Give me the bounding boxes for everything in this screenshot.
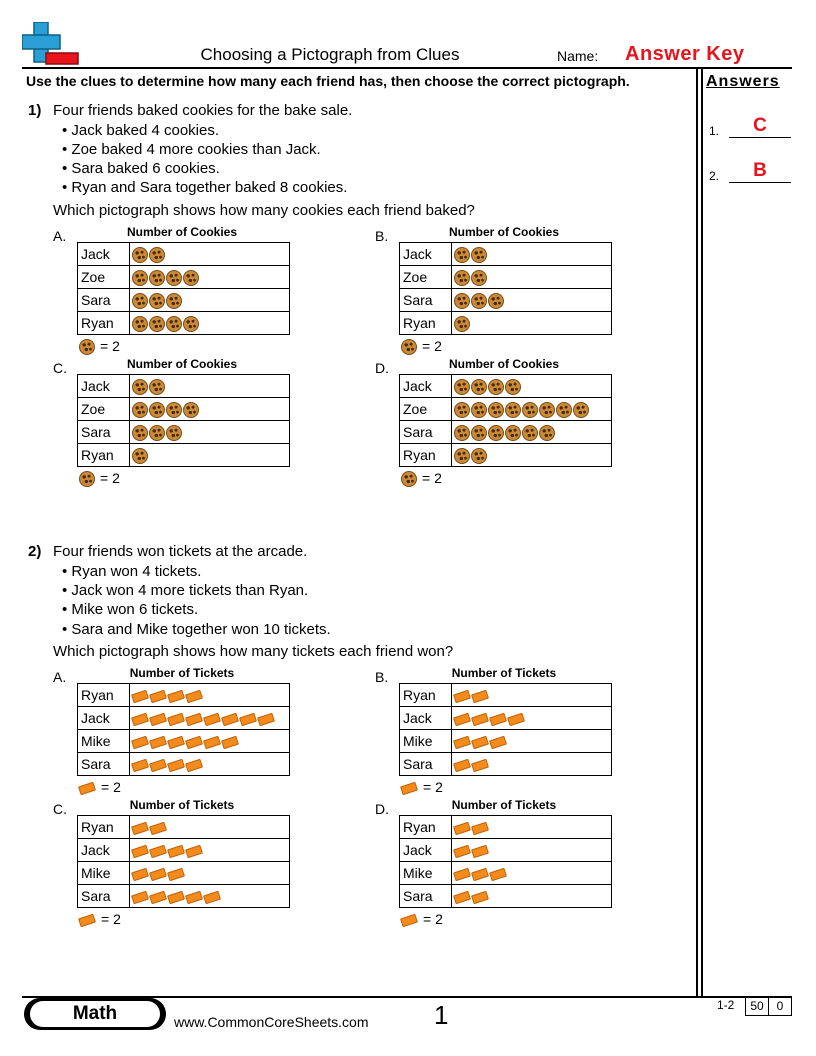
table-row (78, 862, 290, 885)
ticket-icon (149, 868, 167, 882)
icon-cell (452, 707, 612, 730)
cookie-icon (454, 270, 470, 286)
friend-name: Ryan (400, 684, 452, 707)
table-row (400, 243, 612, 266)
friend-name: Mike (78, 730, 130, 753)
friend-name: Sara (400, 885, 452, 908)
ticket-icon (471, 868, 489, 882)
pictograph-title: Number of Tickets (129, 798, 235, 812)
key-value: = 2 (422, 470, 442, 486)
icon-cell (130, 862, 290, 885)
friend-name: Sara (78, 753, 130, 776)
cookie-icon (488, 379, 504, 395)
ticket-icon (257, 713, 275, 727)
table-row (78, 266, 290, 289)
friend-name: Jack (78, 243, 130, 266)
icon-cell (452, 730, 612, 753)
icon-cell (130, 684, 290, 707)
cookie-icon (505, 402, 521, 418)
cookie-icon (166, 270, 182, 286)
icon-cell (130, 816, 290, 839)
cookie-icon (539, 425, 555, 441)
option-letter[interactable]: D. (375, 360, 389, 376)
friend-name: Zoe (400, 266, 452, 289)
pictograph-title: Number of Cookies (448, 225, 559, 239)
friend-name: Sara (78, 289, 130, 312)
ticket-icon (453, 845, 471, 859)
icon-cell (130, 753, 290, 776)
table-row (78, 398, 290, 421)
cookie-icon (454, 316, 470, 332)
key-value: = 2 (101, 911, 121, 927)
question-prompt: Which pictograph shows how many tickets each friend won? (53, 643, 454, 660)
key-value: = 2 (100, 338, 120, 354)
cookie-icon (132, 247, 148, 263)
question-intro: Four friends baked cookies for the bake sale. (53, 102, 353, 119)
icon-cell (130, 444, 290, 467)
table-row (400, 312, 612, 335)
table-row (78, 444, 290, 467)
name-label: Name: (557, 48, 599, 64)
cookie-icon (149, 270, 165, 286)
table-row (78, 885, 290, 908)
table-row (400, 289, 612, 312)
table-row (400, 375, 612, 398)
friend-name: Zoe (78, 398, 130, 421)
ticket-icon (471, 845, 489, 859)
cookie-icon (149, 247, 165, 263)
ticket-icon (471, 822, 489, 836)
friend-name: Jack (400, 707, 452, 730)
ticket-icon (489, 868, 507, 882)
ticket-icon (453, 822, 471, 836)
cookie-icon (505, 425, 521, 441)
key-value: = 2 (422, 338, 442, 354)
cookie-icon (454, 247, 470, 263)
ticket-icon (185, 759, 203, 773)
clue: • Ryan won 4 tickets. (62, 563, 202, 580)
answer-field[interactable]: B (729, 160, 791, 183)
icon-cell (452, 885, 612, 908)
icon-cell (452, 444, 612, 467)
table-row (400, 753, 612, 776)
friend-name: Mike (400, 730, 452, 753)
cookie-icon (454, 379, 470, 395)
ticket-icon (471, 736, 489, 750)
icon-cell (452, 862, 612, 885)
ticket-icon (149, 736, 167, 750)
cookie-icon (132, 379, 148, 395)
table-row (78, 684, 290, 707)
clue: • Sara and Mike together won 10 tickets. (62, 621, 331, 638)
ticket-icon (131, 759, 149, 773)
icon-cell (130, 839, 290, 862)
friend-name: Sara (78, 421, 130, 444)
cookie-icon (132, 316, 148, 332)
ticket-icon (400, 914, 418, 928)
cookie-icon (454, 425, 470, 441)
ticket-icon (149, 759, 167, 773)
pictograph-table (399, 374, 612, 467)
ticket-icon (131, 713, 149, 727)
answers-title: Answers (706, 73, 780, 90)
table-row (400, 839, 612, 862)
ticket-icon (167, 713, 185, 727)
pictograph-table (399, 815, 612, 908)
table-row (400, 862, 612, 885)
clue: • Jack won 4 more tickets than Ryan. (62, 582, 309, 599)
ticket-icon (471, 759, 489, 773)
ticket-icon (221, 713, 239, 727)
cookie-icon (488, 425, 504, 441)
clue: • Sara baked 6 cookies. (62, 160, 220, 177)
ticket-icon (471, 891, 489, 905)
table-row (78, 753, 290, 776)
table-row (400, 266, 612, 289)
ticket-icon (453, 736, 471, 750)
page-title: Choosing a Pictograph from Clues (200, 45, 460, 64)
ticket-icon (489, 713, 507, 727)
ticket-icon (167, 690, 185, 704)
icon-cell (452, 816, 612, 839)
cookie-icon (522, 402, 538, 418)
friend-name: Ryan (400, 312, 452, 335)
ticket-icon (131, 822, 149, 836)
question-number: 2) (28, 543, 42, 560)
ticket-icon (203, 891, 221, 905)
table-row (78, 289, 290, 312)
ticket-icon (149, 713, 167, 727)
cookie-icon (132, 425, 148, 441)
option-letter[interactable]: A. (53, 228, 67, 244)
ticket-icon (489, 736, 507, 750)
cookie-icon (132, 293, 148, 309)
answer-key-label: Answer Key (625, 43, 745, 65)
cookie-icon (471, 448, 487, 464)
page-number: 1 (434, 1000, 449, 1030)
friend-name: Ryan (78, 816, 130, 839)
subject-label: Math (30, 1001, 160, 1027)
cookie-icon (539, 402, 555, 418)
table-row (400, 398, 612, 421)
cookie-icon (471, 247, 487, 263)
cookie-icon (401, 471, 417, 487)
icon-cell (452, 753, 612, 776)
friend-name: Jack (400, 243, 452, 266)
cookie-icon (454, 402, 470, 418)
cookie-icon (471, 270, 487, 286)
table-row (400, 730, 612, 753)
cookie-icon (132, 402, 148, 418)
cookie-icon (471, 293, 487, 309)
icon-cell (452, 839, 612, 862)
pictograph-key (79, 779, 121, 795)
table-row (78, 730, 290, 753)
friend-name: Jack (400, 839, 452, 862)
ticket-icon (185, 690, 203, 704)
pictograph-table (77, 815, 290, 908)
ticket-icon (78, 782, 96, 796)
answer-number: 2. (709, 169, 720, 183)
question-intro: Four friends won tickets at the arcade. (53, 543, 308, 560)
icon-cell (452, 398, 612, 421)
cookie-icon (522, 425, 538, 441)
ticket-icon (471, 713, 489, 727)
pictograph-key (79, 338, 120, 355)
instructions: Use the clues to determine how many each friend has, then choose the correct pictograph. (26, 73, 630, 89)
cookie-icon (401, 339, 417, 355)
math-plus-minus-logo (22, 22, 80, 68)
friend-name: Sara (400, 289, 452, 312)
cookie-icon (132, 270, 148, 286)
pictograph-title: Number of Cookies (126, 225, 237, 239)
pictograph-key (401, 779, 443, 795)
cookie-icon (166, 402, 182, 418)
ticket-icon (185, 736, 203, 750)
table-row (400, 885, 612, 908)
ticket-icon (239, 713, 257, 727)
website-link[interactable]: www.CommonCoreSheets.com (174, 1014, 369, 1030)
pictograph-title: Number of Tickets (129, 666, 235, 680)
pictograph-title: Number of Tickets (451, 798, 557, 812)
friend-name: Jack (78, 839, 130, 862)
friend-name: Jack (78, 375, 130, 398)
option-letter[interactable]: B. (375, 228, 389, 244)
question-number: 1) (28, 102, 42, 119)
friend-name: Sara (400, 753, 452, 776)
option-letter[interactable]: B. (375, 669, 389, 685)
pictograph-key (79, 470, 120, 487)
pictograph-key (401, 911, 443, 927)
cookie-icon (149, 316, 165, 332)
icon-cell (130, 266, 290, 289)
ticket-icon (453, 891, 471, 905)
cookie-icon (454, 448, 470, 464)
ticket-icon (131, 690, 149, 704)
pictograph-title: Number of Tickets (451, 666, 557, 680)
friend-name: Jack (78, 707, 130, 730)
cookie-icon (556, 402, 572, 418)
cookie-icon (488, 402, 504, 418)
pictograph-table (77, 242, 290, 335)
table-row (78, 375, 290, 398)
ticket-icon (131, 845, 149, 859)
clue: • Ryan and Sara together baked 8 cookies. (62, 179, 348, 196)
friend-name: Mike (400, 862, 452, 885)
cookie-icon (183, 316, 199, 332)
key-value: = 2 (101, 779, 121, 795)
icon-cell (130, 421, 290, 444)
table-row (78, 839, 290, 862)
option-letter[interactable]: C. (53, 360, 67, 376)
ticket-icon (149, 690, 167, 704)
answer-number: 1. (709, 124, 720, 138)
friend-name: Zoe (400, 398, 452, 421)
icon-cell (130, 398, 290, 421)
table-row (400, 421, 612, 444)
cookie-icon (166, 316, 182, 332)
table-row (78, 421, 290, 444)
icon-cell (452, 421, 612, 444)
key-value: = 2 (423, 779, 443, 795)
clue: • Mike won 6 tickets. (62, 601, 199, 618)
ticket-icon (453, 759, 471, 773)
pictograph-key (401, 470, 442, 487)
pictograph-key (401, 338, 442, 355)
icon-cell (130, 243, 290, 266)
option-letter[interactable]: A. (53, 669, 67, 685)
cookie-icon (149, 293, 165, 309)
ticket-icon (453, 690, 471, 704)
ticket-icon (185, 891, 203, 905)
ticket-icon (131, 868, 149, 882)
ticket-icon (149, 891, 167, 905)
cookie-icon (79, 339, 95, 355)
ticket-icon (149, 845, 167, 859)
cookie-icon (132, 448, 148, 464)
friend-name: Sara (400, 421, 452, 444)
cookie-icon (183, 402, 199, 418)
cookie-icon (149, 402, 165, 418)
pictograph-table (399, 242, 612, 335)
ticket-icon (400, 782, 418, 796)
ticket-icon (167, 759, 185, 773)
ticket-icon (185, 845, 203, 859)
friend-name: Mike (78, 862, 130, 885)
pictograph-title: Number of Cookies (448, 357, 559, 371)
ticket-icon (167, 736, 185, 750)
friend-name: Ryan (400, 444, 452, 467)
friend-name: Zoe (78, 266, 130, 289)
ticket-icon (185, 713, 203, 727)
cookie-icon (488, 293, 504, 309)
clue: • Zoe baked 4 more cookies than Jack. (62, 141, 321, 158)
friend-name: Ryan (78, 684, 130, 707)
table-row (400, 684, 612, 707)
table-row (400, 444, 612, 467)
ticket-icon (167, 845, 185, 859)
icon-cell (452, 243, 612, 266)
pictograph-key (79, 911, 121, 927)
pictograph-title: Number of Cookies (126, 357, 237, 371)
key-value: = 2 (423, 911, 443, 927)
cookie-icon (166, 425, 182, 441)
ticket-icon (167, 891, 185, 905)
table-row (78, 707, 290, 730)
cookie-icon (79, 471, 95, 487)
cookie-icon (166, 293, 182, 309)
key-value: = 2 (100, 470, 120, 486)
ticket-icon (167, 868, 185, 882)
option-letter[interactable]: C. (53, 801, 67, 817)
cookie-icon (454, 293, 470, 309)
friend-name: Jack (400, 375, 452, 398)
icon-cell (130, 885, 290, 908)
ticket-icon (149, 822, 167, 836)
ticket-icon (221, 736, 239, 750)
friend-name: Sara (78, 885, 130, 908)
icon-cell (452, 266, 612, 289)
icon-cell (130, 707, 290, 730)
cookie-icon (471, 379, 487, 395)
ticket-icon (203, 713, 221, 727)
table-row (400, 816, 612, 839)
table-row (78, 312, 290, 335)
icon-cell (130, 730, 290, 753)
ticket-icon (131, 891, 149, 905)
icon-cell (452, 375, 612, 398)
table-row (78, 816, 290, 839)
ticket-icon (453, 713, 471, 727)
friend-name: Ryan (78, 312, 130, 335)
icon-cell (130, 312, 290, 335)
header-divider (22, 67, 792, 69)
friend-name: Ryan (78, 444, 130, 467)
ticket-icon (78, 914, 96, 928)
cookie-icon (149, 379, 165, 395)
ticket-icon (203, 736, 221, 750)
table-row (78, 243, 290, 266)
pictograph-table (77, 374, 290, 467)
cookie-icon (149, 425, 165, 441)
cookie-icon (471, 402, 487, 418)
ticket-icon (471, 690, 489, 704)
cookie-icon (183, 270, 199, 286)
question-prompt: Which pictograph shows how many cookies each friend baked? (53, 202, 475, 219)
score-max: 50 (745, 997, 769, 1016)
cookie-icon (471, 425, 487, 441)
score-min: 0 (768, 997, 792, 1016)
pictograph-table (77, 683, 290, 776)
ticket-icon (453, 868, 471, 882)
pictograph-table (399, 683, 612, 776)
ticket-icon (131, 736, 149, 750)
score-range: 1-2 (717, 998, 735, 1012)
cookie-icon (505, 379, 521, 395)
answers-divider (696, 68, 698, 996)
answers-divider (701, 68, 703, 996)
icon-cell (452, 312, 612, 335)
icon-cell (130, 289, 290, 312)
cookie-icon (573, 402, 589, 418)
friend-name: Ryan (400, 816, 452, 839)
icon-cell (452, 289, 612, 312)
answer-field[interactable]: C (729, 115, 791, 138)
option-letter[interactable]: D. (375, 801, 389, 817)
table-row (400, 707, 612, 730)
clue: • Jack baked 4 cookies. (62, 122, 220, 139)
icon-cell (130, 375, 290, 398)
icon-cell (452, 684, 612, 707)
ticket-icon (507, 713, 525, 727)
